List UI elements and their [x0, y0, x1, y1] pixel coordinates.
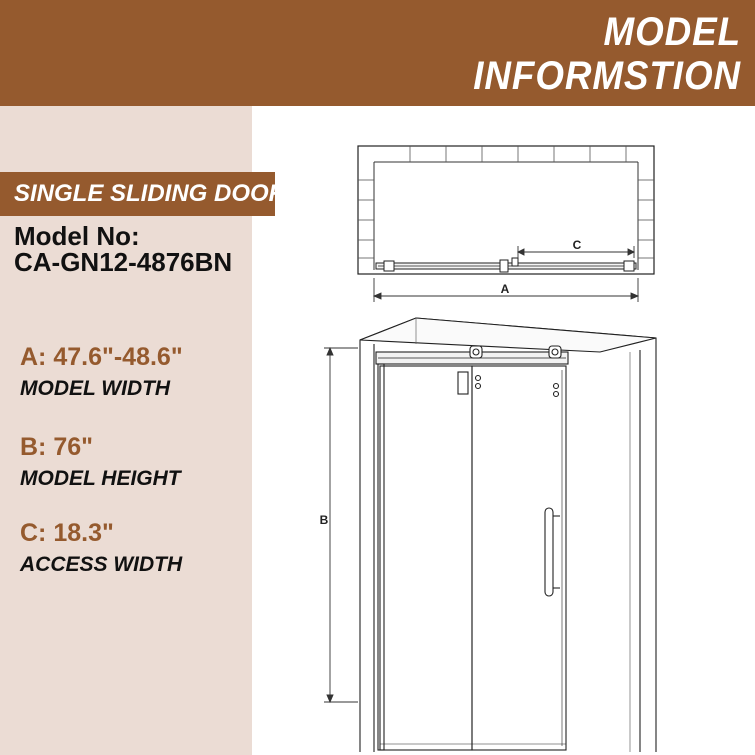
top-view — [358, 146, 654, 302]
page-title — [473, 10, 741, 98]
dimension-b — [324, 348, 358, 702]
front-view — [324, 318, 656, 752]
spec-c-label: ACCESS WIDTH — [20, 553, 183, 576]
model-number-value: CA-GN12-4876BN — [14, 247, 233, 277]
dim-b-label: B — [319, 513, 329, 527]
door-frame — [376, 352, 568, 750]
header-banner — [0, 0, 755, 106]
title-line-1: MODEL — [603, 10, 741, 54]
spec-a-value: A: 47.6"-48.6" — [20, 343, 183, 371]
shower-door-diagram — [252, 106, 755, 755]
model-number-label: Model No: — [14, 221, 140, 251]
spec-b-value: B: 76" — [20, 433, 93, 461]
dim-a-label: A — [500, 282, 510, 296]
spec-a-label: MODEL WIDTH — [20, 377, 171, 400]
shower-enclosure — [360, 318, 656, 752]
dim-c-label: C — [572, 238, 582, 252]
door-handle — [545, 508, 560, 596]
spec-b-label: MODEL HEIGHT — [20, 467, 181, 490]
spec-c-value: C: 18.3" — [20, 519, 114, 547]
title-line-2: INFORMSTION — [473, 54, 741, 98]
product-type-banner: SINGLE SLIDING DOOR — [0, 172, 275, 216]
